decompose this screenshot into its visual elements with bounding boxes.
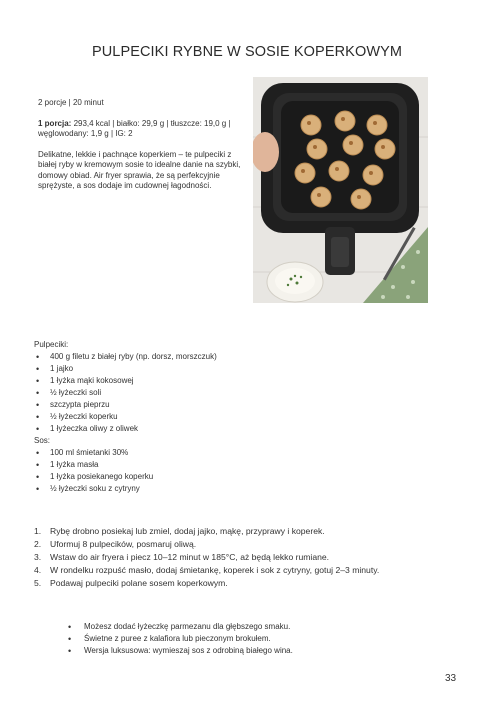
step-text: Wstaw do air fryera i piecz 10–12 minut w 185°C, aż będą lekko rumiane. <box>50 552 330 562</box>
ingredients-section <box>34 339 334 495</box>
step-item <box>34 564 474 577</box>
preparation-steps <box>34 525 474 590</box>
nutrition-info <box>38 119 250 140</box>
tip-item: • Możesz dodać łyżeczkę parmezanu dla głębszego smaku. <box>68 621 468 633</box>
step-number: 1. <box>34 526 42 536</box>
recipe-title: PULPECIKI RYBNE W SOSIE KOPERKOWYM <box>91 44 403 60</box>
dish-photo <box>253 77 428 303</box>
step-text: Uformuj 8 pulpecików, posmaruj oliwą. <box>50 539 197 549</box>
ingredient-item: • 100 ml śmietanki 30% <box>34 447 334 459</box>
meatballs-heading: Pulpeciki: <box>34 340 69 349</box>
step-item <box>34 525 474 538</box>
nutrition-label: 1 porcja: <box>38 118 72 128</box>
step-item <box>34 538 474 551</box>
ingredient-item: • 1 łyżeczka oliwy z oliwek <box>34 423 334 435</box>
nutrition-text: 293,4 kcal | białko: 29,9 g | tłuszcze: 19,0 g | węglowodany: 1,9 g | IG: 2 <box>38 118 231 138</box>
tips-list <box>68 621 468 657</box>
step-item <box>34 577 474 590</box>
meatballs-ingredient-list <box>34 351 334 435</box>
ingredient-item: • 1 łyżka masła <box>34 459 334 471</box>
ingredient-item: • ½ łyżeczki soli <box>34 387 334 399</box>
step-text: Rybę drobno posiekaj lub zmiel, dodaj jajko, mąkę, przyprawy i koperek. <box>50 526 325 536</box>
step-number: 2. <box>34 539 42 549</box>
ingredient-item: • ½ łyżeczki koperku <box>34 411 334 423</box>
step-number: 3. <box>34 552 42 562</box>
recipe-description: Delikatne, lekkie i pachnące koperkiem – te pulpeciki z białej ryby w kremowym sosie to idealne danie na szybki, domowy obiad. Air fryer sprawia, że są perfekcyjnie sprężyste, a sos dodaje im cudownej łagodności. <box>38 149 241 190</box>
tip-item: • Świetne z puree z kalafiora lub pieczonym brokułem. <box>68 633 468 645</box>
page-number: 33 <box>445 673 457 684</box>
ingredient-item: • szczypta pieprzu <box>34 399 334 411</box>
servings-time: 2 porcje | 20 minut <box>38 98 104 107</box>
ingredient-item: • 1 łyżka mąki kokosowej <box>34 375 334 387</box>
step-text: Podawaj pulpeciki polane sosem koperkowym. <box>50 578 228 588</box>
ingredient-item: • ½ łyżeczki soku z cytryny <box>34 483 334 495</box>
tip-item: • Wersja luksusowa: wymieszaj sos z odrobiną białego wina. <box>68 645 468 657</box>
step-item <box>34 551 474 564</box>
ingredient-item: • 1 jajko <box>34 363 334 375</box>
sauce-heading: Sos: <box>34 436 51 445</box>
step-number: 4. <box>34 565 42 575</box>
step-text: W rondelku rozpuść masło, dodaj śmietankę, koperek i sok z cytryny, gotuj 2–3 minuty. <box>50 565 380 575</box>
step-number: 5. <box>34 578 42 588</box>
ingredient-item: • 1 łyżka posiekanego koperku <box>34 471 334 483</box>
ingredient-item: • 400 g filetu z białej ryby (np. dorsz, morszczuk) <box>34 351 334 363</box>
sauce-ingredient-list <box>34 447 334 495</box>
recipe-meta <box>38 98 250 202</box>
